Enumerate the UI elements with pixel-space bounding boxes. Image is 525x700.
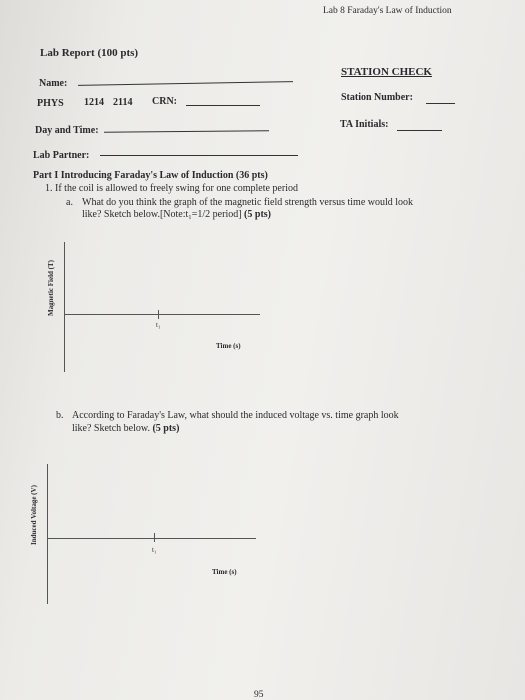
question-b-line2: like? Sketch below. (5 pts) [72,423,180,434]
partner-field-line[interactable] [100,155,298,156]
ta-initials-label: TA Initials: [340,119,389,130]
crn-field-line[interactable] [186,105,260,106]
page-number: 95 [254,690,264,700]
phys-label: PHYS [37,98,64,109]
question-1: 1. If the coil is allowed to freely swing for one complete period [45,183,298,194]
graph-a-t1-label: t₁ [156,321,161,329]
graph-b-x-axis [47,538,256,539]
name-label: Name: [39,78,68,89]
graph-b-y-axis [47,464,48,604]
question-b-marker: b. [56,410,64,421]
part1-title: Part I Introducing Faraday's Law of Induction (36 pts) [33,170,268,181]
station-check-title: STATION CHECK [341,66,432,78]
course-number-2114: 2114 [113,97,133,108]
graph-b-t1-tick [154,533,155,542]
crn-label: CRN: [152,96,177,107]
graph-b-t1-label: t₁ [152,546,157,554]
graph-a-x-axis [64,314,260,315]
station-number-line[interactable] [426,103,455,104]
course-number-1214: 1214 [84,97,104,108]
question-a-line2: like? Sketch below.[Note:t₁=1/2 period] (5 pts) [82,209,271,220]
ta-initials-line[interactable] [397,130,442,131]
day-time-field-line[interactable] [104,130,269,132]
graph-a-t1-tick [158,310,159,319]
report-title: Lab Report (100 pts) [40,47,139,59]
question-a-line1: What do you think the graph of the magnetic field strength versus time would look [82,197,414,208]
graph-a-y-label: Magnetic Field (T) [47,260,55,316]
graph-a-x-label: Time (s) [216,342,241,350]
graph-b-x-label: Time (s) [212,568,237,576]
day-time-label: Day and Time: [35,125,99,136]
station-number-label: Station Number: [341,92,413,103]
partner-label: Lab Partner: [33,150,90,161]
running-title: Lab 8 Faraday's Law of Induction [323,6,452,16]
question-a-marker: a. [66,197,73,208]
name-field-line[interactable] [78,81,293,86]
graph-b-y-label: Induced Voltage (V) [30,485,38,545]
graph-a-y-axis [64,242,65,372]
question-b-line1: According to Faraday's Law, what should the induced voltage vs. time graph look [72,410,399,421]
